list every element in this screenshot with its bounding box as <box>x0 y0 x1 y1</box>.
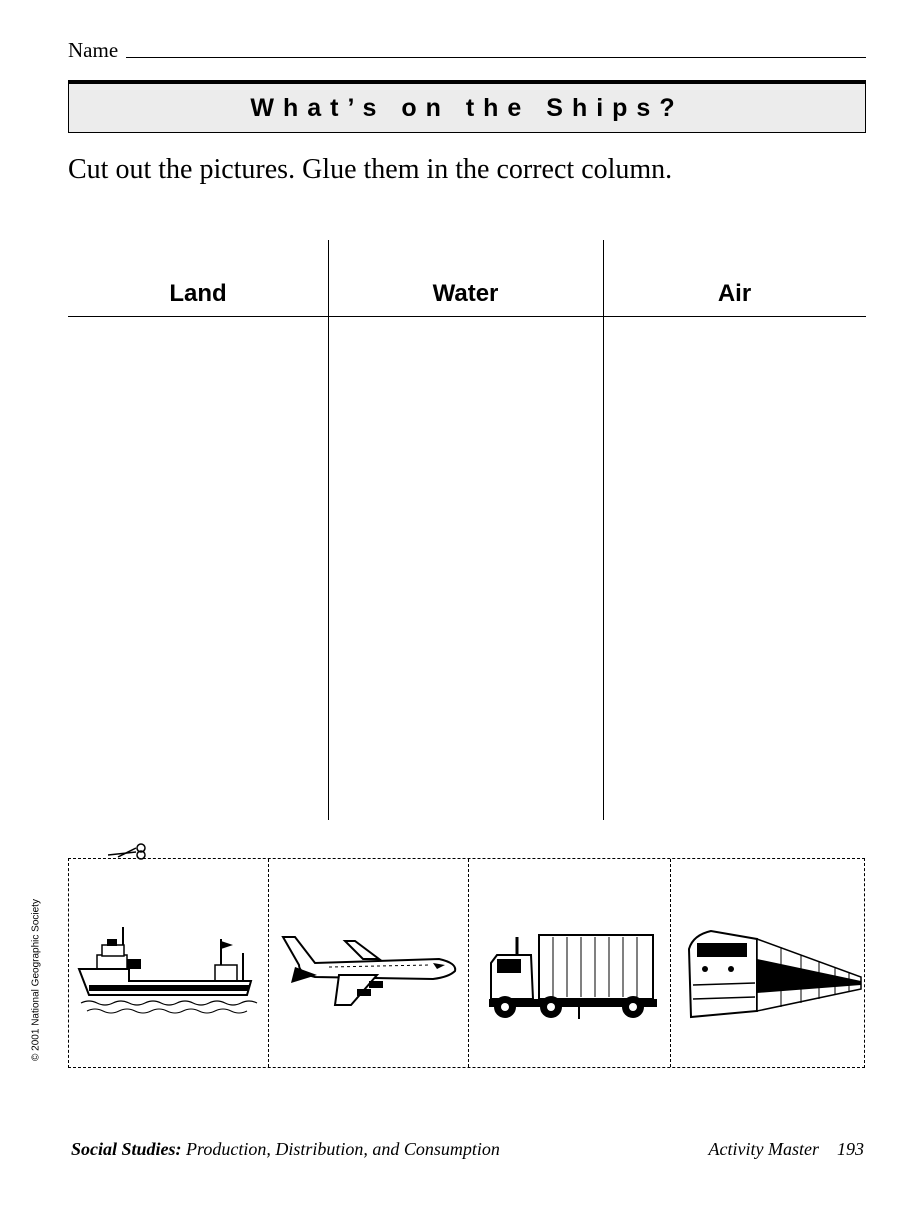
column-header-land: Land <box>169 280 227 307</box>
header-rule <box>68 316 866 317</box>
footer-subject <box>71 1139 500 1160</box>
sort-chart <box>68 240 866 820</box>
footer-subject-bold: Social Studies: <box>71 1139 182 1159</box>
train-icon <box>671 859 864 1067</box>
page-number: 193 <box>837 1139 864 1159</box>
ship-icon <box>69 859 268 1067</box>
name-line[interactable] <box>126 57 866 58</box>
cutout-ship[interactable] <box>69 859 268 1067</box>
cutout-strip <box>68 858 865 1068</box>
title-box <box>68 80 866 133</box>
column-divider <box>603 240 604 820</box>
footer-activity-label: Activity Master <box>708 1139 819 1159</box>
truck-icon <box>469 859 670 1067</box>
footer-page-info <box>709 1139 864 1160</box>
footer-topic: Production, Distribution, and Consumption <box>186 1139 500 1159</box>
column-divider <box>328 240 329 820</box>
column-header-water: Water <box>432 280 499 307</box>
airplane-icon <box>269 859 468 1067</box>
name-label: Name <box>68 38 119 62</box>
copyright-notice: © 2001 National Geographic Society <box>30 899 42 1061</box>
cutout-train[interactable] <box>671 859 864 1067</box>
name-row <box>68 38 866 62</box>
column-header-air: Air <box>717 280 752 307</box>
instructions: Cut out the pictures. Glue them in the correct column. <box>68 154 673 185</box>
page-title: What’s on the Ships? <box>250 93 684 122</box>
cutout-truck[interactable] <box>469 859 670 1067</box>
cutout-airplane[interactable] <box>269 859 468 1067</box>
